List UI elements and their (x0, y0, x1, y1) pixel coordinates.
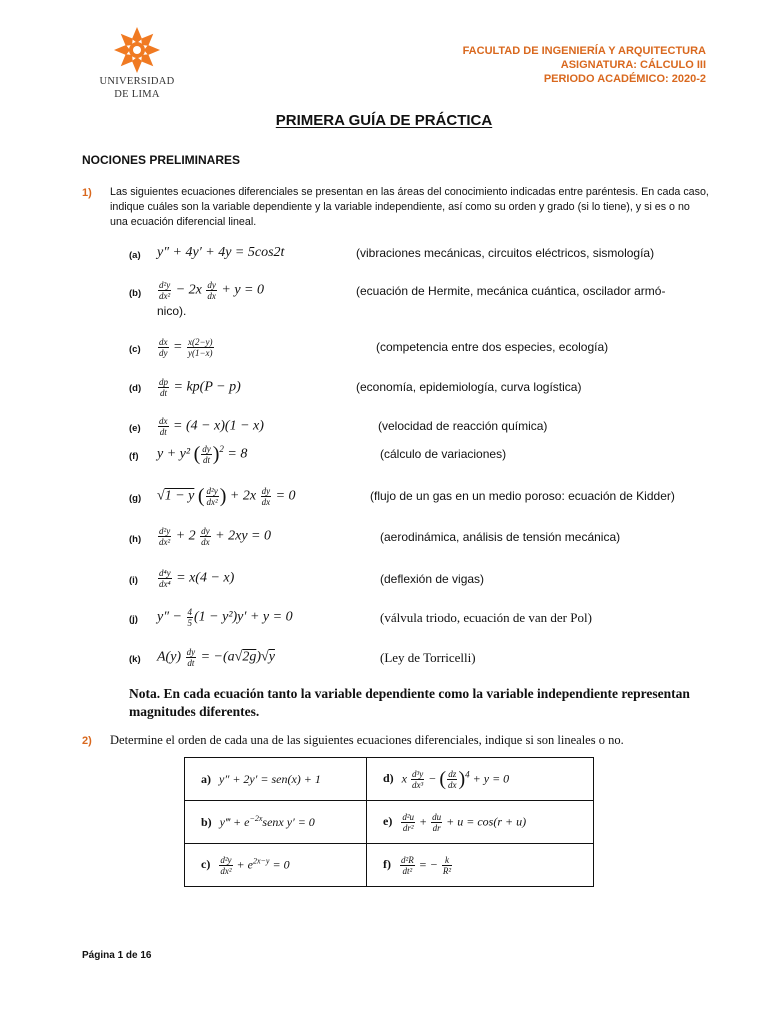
logo-line2: DE LIMA (114, 89, 160, 100)
item-label: a) (201, 771, 211, 786)
course-header (463, 44, 706, 86)
equation-f: y + y² ( $\frac{dy}{dt}$ )$^2$ = 8 (157, 443, 248, 465)
equation-label: (a) (129, 250, 141, 261)
section-heading: NOCIONES PRELIMINARES (82, 153, 241, 167)
application-area: (aerodinámica, análisis de tensión mecánica) (380, 530, 621, 544)
equation-row-b (0, 280, 768, 318)
table-row (185, 844, 594, 887)
application-area: (deflexión de vigas) (380, 572, 485, 586)
equation-row-i (0, 568, 768, 594)
equation-label: (k) (129, 654, 141, 665)
equation-label: (e) (129, 423, 141, 434)
question-2-text: Determine el orden de cada una de las siguientes ecuaciones diferenciales, indique si son lineales o no. (110, 733, 624, 747)
equation-label: (c) (129, 344, 141, 355)
equation-label: (j) (129, 614, 138, 625)
logo-line1: UNIVERSIDAD (99, 76, 175, 87)
equation-row-e (0, 416, 768, 442)
equation-h: $\frac{\text{d²y}}{\text{dx²}}$ + 2 $\frac{dy}{dx}$ + 2xy = 0 (159, 526, 271, 547)
application-area: (Ley de Torricelli) (380, 650, 476, 665)
equation-b: $\frac{\text{d²y}}{\text{dx²}}$ − 2x $\frac{dy}{dx}$ + y = 0 (159, 280, 264, 301)
page-number: Página 1 de 16 (82, 950, 152, 961)
equation-i: $\frac{\text{d⁴y}}{\text{dx⁴}}$ = x(4 − x) (159, 568, 235, 589)
university-logo (96, 26, 178, 100)
equation-row-a (0, 245, 768, 271)
item-label: c) (201, 856, 211, 871)
faculty-line: FACULTAD DE INGENIERÍA Y ARQUITECTURA (462, 45, 706, 57)
equation-row-j (0, 607, 768, 633)
equation-e: $\frac{dx}{dt}$ = (4 − x)(1 − x) (159, 416, 264, 437)
equation-k: A(y) $\frac{dy}{dt}$ = −(a√2g)√y (157, 647, 275, 668)
question-1-text: Las siguientes ecuaciones diferenciales se presentan en las áreas del conocimiento indicadas entre paréntesis. En cada caso, indique cuáles son la variable dependiente y la variable independiente, así como su orden y grado (si lo tiene), y si es o no una ecuación diferencial lineal. (110, 186, 709, 228)
application-area-continued: nico). (157, 304, 187, 318)
equation-d: $\frac{dp}{dt}$ = kp(P − p) (159, 377, 241, 398)
equation-label: (h) (129, 534, 142, 545)
item-label: b) (201, 815, 212, 829)
equation-row-f (0, 443, 768, 469)
table-cell-d: d) x $\frac{\text{d³y}}{\text{dx³}}$ − ( $\frac{dz}{dx}$ )$^4$ + y = 0 (367, 758, 594, 801)
page-title-text: PRIMERA GUÍA DE PRÁCTICA (275, 112, 493, 129)
period-line: PERIODO ACADÉMICO: 2020-2 (543, 73, 706, 85)
question-2-number: 2) (82, 735, 92, 747)
table-row (185, 758, 594, 801)
table-cell-f: f) $\frac{\text{d²R}}{\text{dt²}}$ = − $\frac{k}{\text{R²}}$ (367, 844, 594, 887)
equations-table (184, 757, 594, 887)
equation-label: (f) (129, 451, 139, 462)
item-label: e) (383, 813, 393, 828)
item-label: d) (383, 770, 394, 785)
equation-label: (i) (129, 575, 138, 586)
table-cell-e: e) $\frac{\text{d²u}}{\text{dr²}}$ + $\frac{du}{dr}$ + u = cos(r + u) (367, 801, 594, 844)
equation-row-k (0, 647, 768, 673)
application-area: (economía, epidemiología, curva logística) (356, 380, 582, 394)
table-cell-b: b) y‴ + $e^{-2x}senx$ y′ = 0 (185, 801, 367, 844)
table-row (185, 801, 594, 844)
equation-label: (g) (129, 493, 142, 504)
application-area: (flujo de un gas en un medio poroso: ecuación de Kidder) (370, 489, 675, 503)
equation-row-d (0, 377, 768, 403)
table-cell-a: a) y″ + 2y′ = sen(x) + 1 (185, 758, 367, 801)
application-area: (ecuación de Hermite, mecánica cuántica, oscilador armó- (356, 284, 666, 298)
equation-row-h (0, 526, 768, 552)
star-flower-icon (113, 26, 161, 74)
application-area: (competencia entre dos especies, ecología) (376, 340, 609, 354)
page-title (0, 112, 768, 129)
equation-j: y″ − $\frac{4}{5}$ (1 − y²)y′ + y = 0 (157, 607, 293, 628)
table-cell-c: c) $\frac{\text{d²y}}{\text{dx²}}$ + $e^{2x-y} = 0$ (185, 844, 367, 887)
equation-label: (d) (129, 383, 142, 394)
question-1-number: 1) (82, 187, 92, 199)
equation-g: √1 − y ( $\frac{\text{d²y}}{\text{dx²}}$ ) + 2x $\frac{dy}{dx}$ = 0 (157, 485, 296, 507)
equation-a: y″ + 4y′ + 4y = 5cos2t (157, 245, 285, 260)
course-line: ASIGNATURA: CÁLCULO III (560, 59, 706, 71)
application-area: (válvula triodo, ecuación de van der Pol) (380, 610, 592, 625)
application-area: (vibraciones mecánicas, circuitos eléctricos, sismología) (356, 246, 655, 260)
equation-row-c (0, 337, 768, 363)
equation-label: (b) (129, 288, 142, 299)
note-text: Nota. En cada ecuación tanto la variable dependiente como la variable independiente representan magnitudes diferentes. (129, 686, 690, 719)
equation-c: $\frac{dx}{dy}$ = $\frac{x(2-y)}{y(1-x)}$ (159, 337, 213, 358)
item-label: f) (383, 856, 391, 871)
application-area: (velocidad de reacción química) (378, 419, 548, 433)
equation-row-g (0, 485, 768, 511)
application-area: (cálculo de variaciones) (380, 447, 507, 461)
